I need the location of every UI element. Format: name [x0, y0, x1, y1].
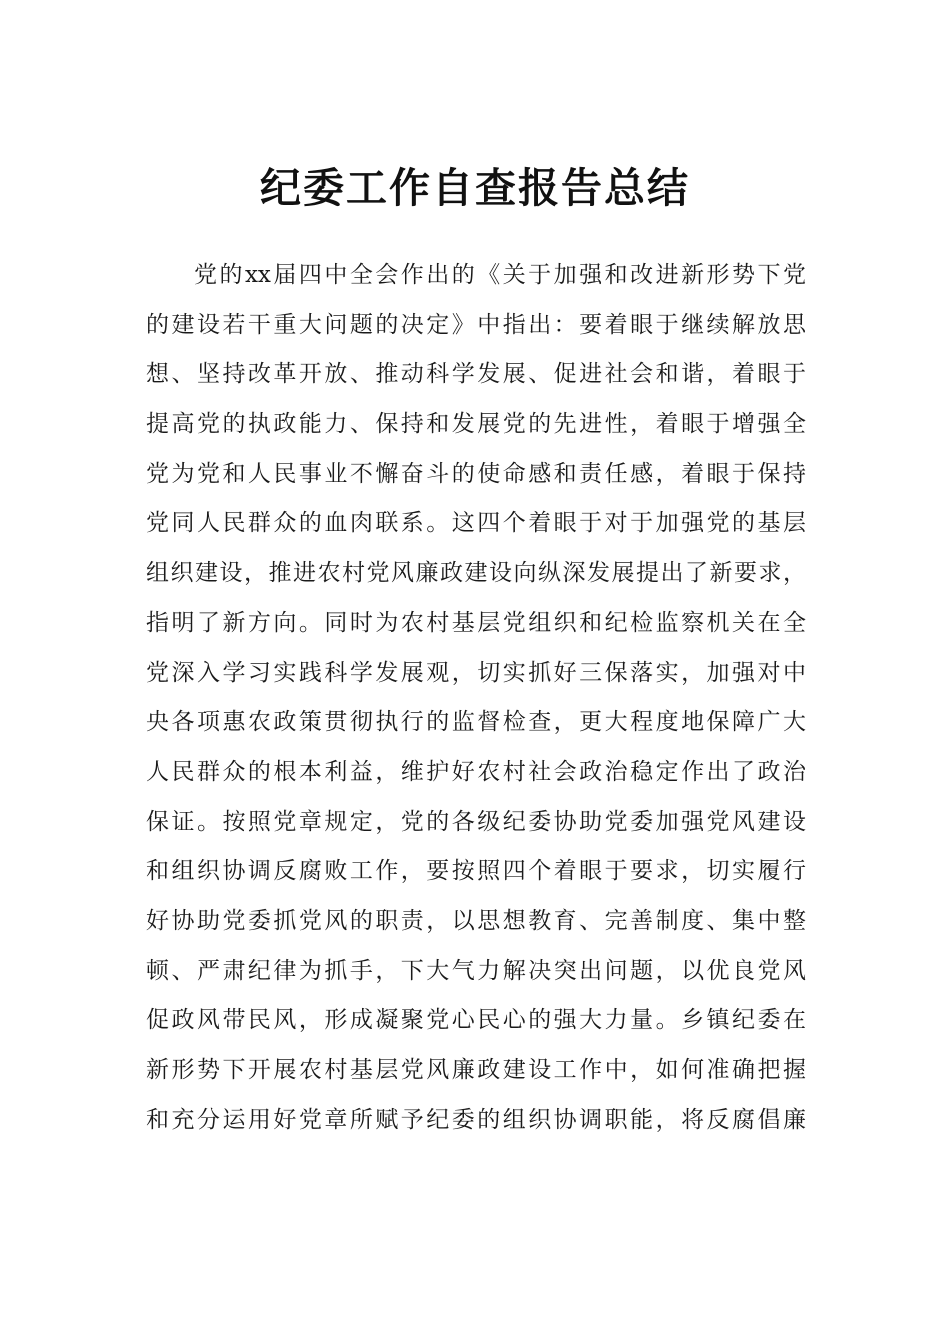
body-line: 新形势下开展农村基层党风廉政建设工作中，如何准确把握	[146, 1057, 806, 1083]
body-line: 党深入学习实践科学发展观，切实抓好三保落实，加强对中	[146, 659, 806, 686]
body-line: 顿、严肃纪律为抓手，下大气力解决突出问题，以优良党风	[146, 957, 806, 984]
body-line: 和充分运用好党章所赋予纪委的组织协调职能，将反腐倡廉	[146, 1106, 806, 1133]
body-line: 的建设若干重大问题的决定》中指出：要着眼于继续解放思	[146, 311, 806, 338]
document-title: 纪委工作自查报告总结	[260, 164, 690, 212]
body-line: 促政风带民风，形成凝聚党心民心的强大力量。乡镇纪委在	[146, 1007, 806, 1034]
body-line: 党的xx届四中全会作出的《关于加强和改进新形势下党	[194, 262, 806, 288]
body-line: 党同人民群众的血肉联系。这四个着眼于对于加强党的基层	[146, 510, 806, 537]
body-line: 好协助党委抓党风的职责，以思想教育、完善制度、集中整	[146, 907, 806, 934]
body-line: 央各项惠农政策贯彻执行的监督检查，更大程度地保障广大	[146, 709, 806, 736]
body-line: 保证。按照党章规定，党的各级纪委协助党委加强党风建设	[146, 808, 806, 835]
body-line: 提高党的执政能力、保持和发展党的先进性，着眼于增强全	[146, 411, 806, 438]
body-line: 指明了新方向。同时为农村基层党组织和纪检监察机关在全	[146, 609, 806, 636]
body-line: 人民群众的根本利益，维护好农村社会政治稳定作出了政治	[146, 758, 806, 785]
body-line: 党为党和人民事业不懈奋斗的使命感和责任感，着眼于保持	[146, 460, 806, 487]
body-line: 想、坚持改革开放、推动科学发展、促进社会和谐，着眼于	[146, 361, 806, 388]
body-line: 和组织协调反腐败工作，要按照四个着眼于要求，切实履行	[146, 858, 806, 885]
document-body	[146, 254, 806, 1148]
body-line: 组织建设，推进农村党风廉政建设向纵深发展提出了新要求，	[146, 560, 806, 587]
